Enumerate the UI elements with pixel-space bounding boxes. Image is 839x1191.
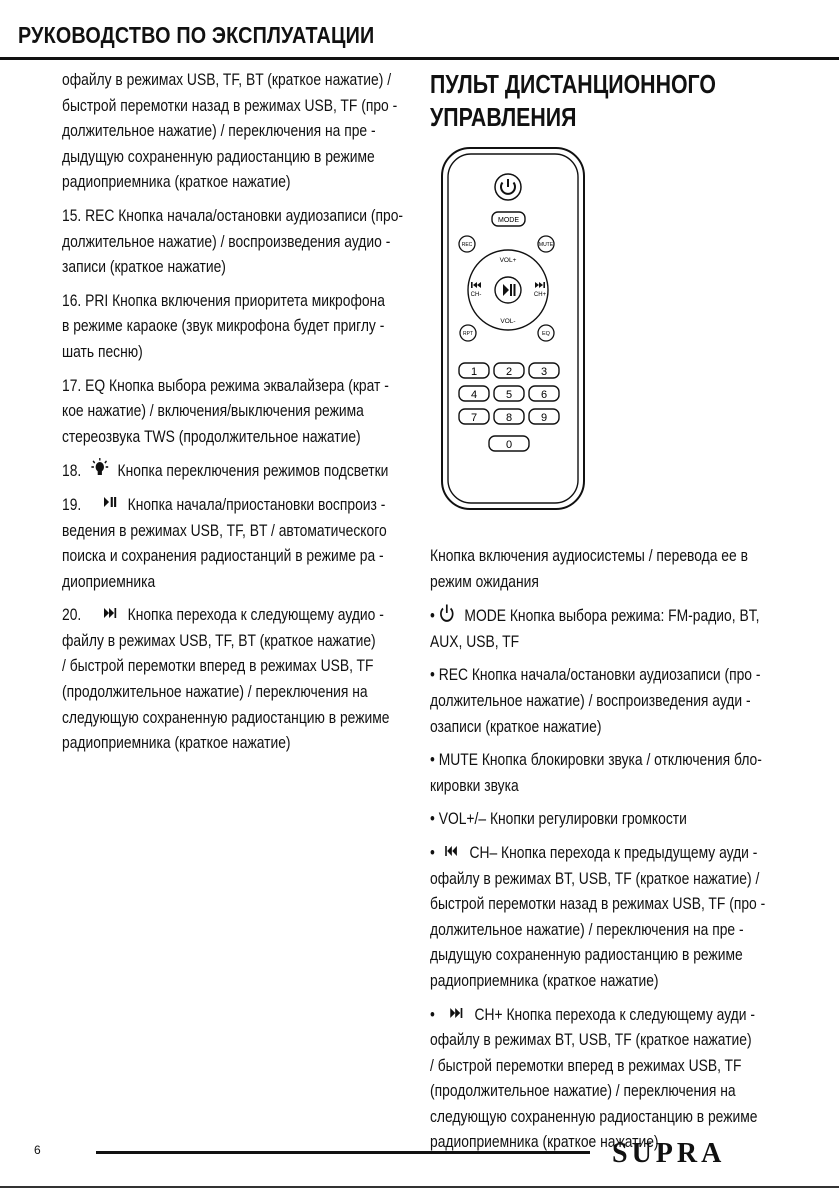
brand-logo: SUPRA bbox=[612, 1138, 726, 1169]
power-button bbox=[495, 174, 521, 200]
text-line: должительное нажатие) / переключения на пре - bbox=[430, 920, 744, 939]
text-line: офайлу в режимах BT, USB, TF (краткое нажатие) bbox=[430, 1031, 752, 1050]
title-line: ПУЛЬТ ДИСТАНЦИОННОГО bbox=[430, 69, 716, 99]
paragraph-vol bbox=[430, 807, 783, 833]
page-title: РУКОВОДСТВО ПО ЭКСПЛУАТАЦИИ bbox=[18, 22, 375, 48]
text-line: должительное нажатие) / воспроизведения ауди - bbox=[430, 691, 751, 710]
digit-key-label: 3 bbox=[540, 366, 548, 378]
text-line: • MUTE Кнопка блокировки звука / отключения бло- bbox=[430, 751, 762, 770]
paragraph-mode bbox=[430, 603, 783, 655]
text-line: радиоприемника (краткое нажатие) bbox=[430, 1133, 659, 1152]
text-line: режим ожидания bbox=[430, 572, 539, 591]
paragraph-15 bbox=[62, 204, 415, 281]
text-line: кировки звука bbox=[430, 776, 519, 795]
text-line: (продолжительное нажатие) / переключения на bbox=[430, 1082, 736, 1101]
item-text: Кнопка перехода к следующему аудио - bbox=[127, 606, 384, 625]
digit-key-label: 9 bbox=[540, 412, 548, 424]
text-line: (продолжительное нажатие) / переключения на bbox=[62, 683, 368, 702]
item-text: MODE Кнопка выбора режима: FM-радио, BT, bbox=[464, 607, 760, 626]
text-line: быстрой перемотки назад в режимах USB, TF (про - bbox=[62, 96, 398, 115]
paragraph-14-continued bbox=[62, 68, 415, 196]
digit-key-label: 0 bbox=[505, 439, 513, 451]
item-text: CH– Кнопка перехода к предыдущему ауди - bbox=[469, 843, 758, 862]
text-line: 15. REC Кнопка начала/остановки аудиозаписи (про- bbox=[62, 206, 404, 225]
digit-key-label: 2 bbox=[505, 366, 513, 378]
digit-key-label: 6 bbox=[540, 389, 548, 401]
vol-minus-label: VOL- bbox=[500, 318, 516, 325]
item-text: Кнопка переключения режимов подсветки bbox=[117, 462, 389, 481]
mode-button-label: MODE bbox=[498, 217, 519, 224]
paragraph-20 bbox=[62, 603, 415, 757]
bottom-edge-rule bbox=[0, 1186, 839, 1188]
remote-section-title bbox=[430, 68, 716, 134]
text-line: стереозвука TWS (продолжительное нажатие) bbox=[62, 427, 361, 446]
text-line: в режиме караоке (звук микрофона будет приглу - bbox=[62, 317, 385, 336]
ch-plus-label: CH+ bbox=[533, 292, 547, 298]
text-line: дыдущую сохраненную радиостанцию в режиме bbox=[62, 147, 375, 166]
item-number: 18. bbox=[62, 462, 82, 481]
paragraph-mute bbox=[430, 748, 783, 799]
text-line: дыдущую сохраненную радиостанцию в режиме bbox=[430, 946, 743, 965]
digit-key-label: 1 bbox=[470, 366, 478, 378]
page-number: 6 bbox=[34, 1143, 41, 1157]
light-bulb-icon bbox=[90, 458, 108, 478]
text-line: 17. EQ Кнопка выбора режима эквалайзера (крат - bbox=[62, 376, 389, 395]
bullet: • bbox=[430, 607, 439, 626]
footer-divider bbox=[96, 1151, 590, 1154]
digit-key-label: 5 bbox=[505, 389, 513, 401]
text-line: поиска и сохранения радиостанций в режиме ра - bbox=[62, 547, 384, 566]
remote-drawing bbox=[440, 146, 586, 511]
paragraph-19 bbox=[62, 493, 415, 595]
rec-button-label: REC bbox=[461, 242, 473, 248]
next-track-icon bbox=[450, 1008, 463, 1018]
text-line: / быстрой перемотки вперед в режимах USB, TF bbox=[62, 657, 374, 676]
bullet: • bbox=[430, 1005, 439, 1024]
next-track-icon bbox=[104, 608, 117, 618]
text-line: должительное нажатие) / переключения на пре - bbox=[62, 122, 376, 141]
play-pause-icon bbox=[104, 496, 117, 508]
text-line: 16. PRI Кнопка включения приоритета микрофона bbox=[62, 291, 385, 310]
paragraph-17 bbox=[62, 374, 415, 451]
title-line: УПРАВЛЕНИЯ bbox=[430, 102, 577, 132]
digit-key-label: 4 bbox=[470, 389, 478, 401]
text-line: ведения в режимах USB, TF, BT / автоматического bbox=[62, 521, 387, 540]
paragraph-ch-minus bbox=[430, 841, 783, 995]
ch-minus-label: CH- bbox=[470, 292, 482, 298]
paragraph-16 bbox=[62, 289, 415, 366]
text-line: офайлу в режимах BT, USB, TF (краткое нажатие) / bbox=[430, 869, 760, 888]
bullet: • bbox=[430, 843, 439, 862]
text-line: радиоприемника (краткое нажатие) bbox=[430, 971, 659, 990]
mute-button-label: MUTE bbox=[538, 242, 554, 248]
paragraph-ch-plus bbox=[430, 1003, 783, 1157]
prev-track-icon bbox=[445, 846, 458, 856]
text-line: • REC Кнопка начала/остановки аудиозаписи (про - bbox=[430, 666, 761, 685]
item-text: CH+ Кнопка перехода к следующему ауди - bbox=[474, 1005, 755, 1024]
text-line: озаписи (краткое нажатие) bbox=[430, 717, 602, 736]
text-line: радиоприемника (краткое нажатие) bbox=[62, 734, 291, 753]
paragraph-rec bbox=[430, 663, 783, 740]
text-line: должительное нажатие) / воспроизведения аудио - bbox=[62, 232, 391, 251]
text-line: шать песню) bbox=[62, 342, 143, 361]
text-line: офайлу в режимах USB, TF, BT (краткое нажатие) / bbox=[62, 71, 392, 89]
text-line: радиоприемника (краткое нажатие) bbox=[62, 173, 291, 192]
paragraph-power bbox=[430, 544, 783, 595]
rpt-button-label: RPT bbox=[463, 331, 473, 337]
left-column bbox=[62, 68, 412, 765]
text-line: быстрой перемотки назад в режимах USB, TF (про - bbox=[430, 895, 766, 914]
text-line: кое нажатие) / включения/выключения режима bbox=[62, 402, 364, 421]
paragraph-18 bbox=[62, 458, 415, 485]
remote-control-illustration bbox=[440, 146, 586, 511]
text-line: Кнопка включения аудиосистемы / перевода ее в bbox=[430, 547, 748, 565]
text-line: записи (краткое нажатие) bbox=[62, 258, 226, 277]
right-column bbox=[430, 544, 770, 1164]
eq-button-label: EQ bbox=[542, 331, 550, 337]
item-number: 20. bbox=[62, 606, 82, 625]
text-line: • VOL+/– Кнопки регулировки громкости bbox=[430, 810, 687, 829]
text-line: / быстрой перемотки вперед в режимах USB, TF bbox=[430, 1056, 742, 1075]
vol-plus-label: VOL+ bbox=[499, 257, 517, 264]
item-number: 19. bbox=[62, 495, 82, 514]
text-line: следующую сохраненную радиостанцию в режиме bbox=[62, 708, 390, 727]
digit-key-label: 8 bbox=[505, 412, 513, 424]
text-line: следующую сохраненную радиостанцию в режиме bbox=[430, 1107, 758, 1126]
item-text: Кнопка начала/приостановки воспроиз - bbox=[127, 495, 386, 514]
text-line: AUX, USB, TF bbox=[430, 632, 520, 651]
digit-key-label: 7 bbox=[470, 412, 478, 424]
text-line: файлу в режимах USB, TF, BT (краткое нажатие) bbox=[62, 631, 376, 650]
header-divider bbox=[0, 57, 839, 60]
power-icon bbox=[439, 603, 456, 623]
text-line: диоприемника bbox=[62, 572, 156, 591]
